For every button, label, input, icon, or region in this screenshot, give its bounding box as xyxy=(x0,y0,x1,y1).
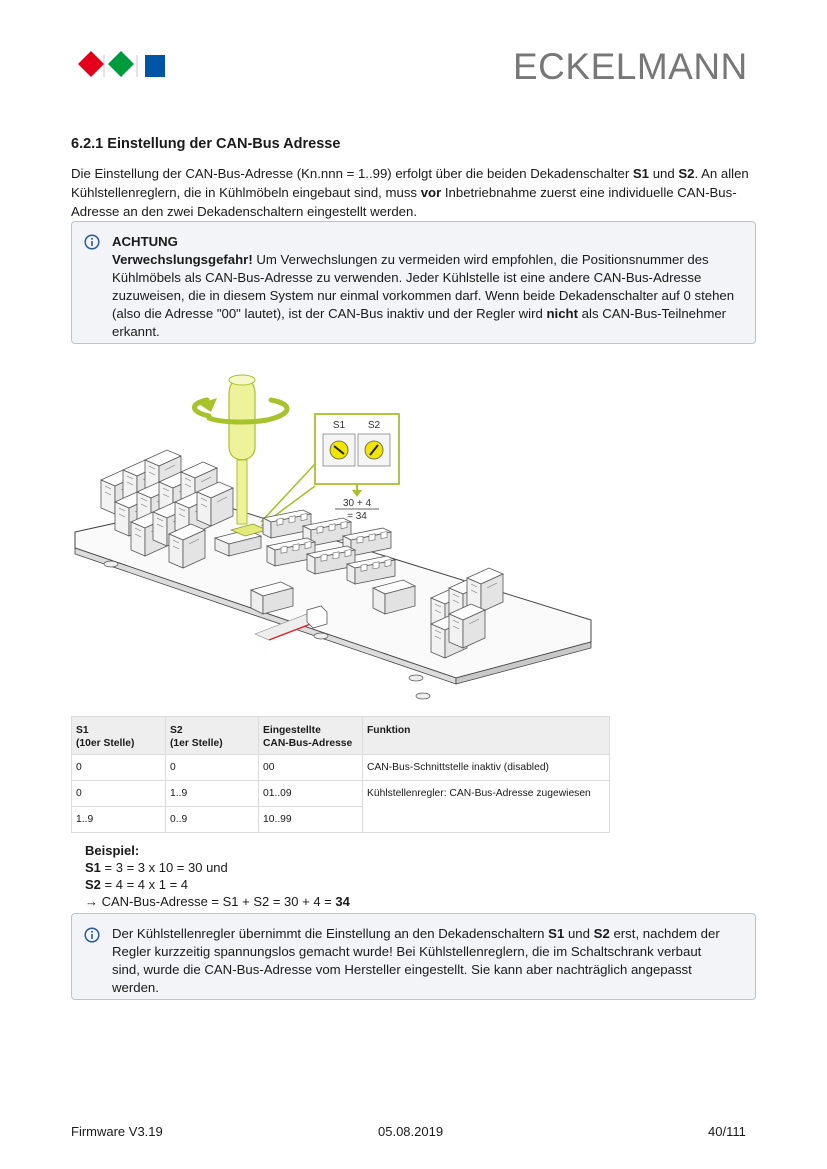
pcb-illustration xyxy=(71,352,671,700)
table-header-s1: S1 (10er Stelle) xyxy=(72,717,166,755)
table-header-address: Eingestellte CAN-Bus-Adresse xyxy=(259,717,363,755)
table-header-s2: S2 (1er Stelle) xyxy=(166,717,259,755)
warning-callout xyxy=(71,221,756,344)
label-s2: S2 xyxy=(367,420,381,431)
label-s1: S1 xyxy=(332,420,346,431)
example-line-s1: S1 = 3 = 3 x 10 = 30 und xyxy=(85,860,228,875)
warning-text: Verwechslungsgefahr! Um Verwechslungen zu vermeiden wird empfohlen, die Positionsnummer des Kühlmöbels als CAN-Bus-Adresse zu verwenden. Jeder Kühlstelle ist eine andere CAN-Bus-Adresse zuzuweisen, die in diesem System nur einmal vorkommen darf. Wenn beide Dekadenschalter auf 0 stehen (also die Adresse "00" lautet), ist der CAN-Bus inaktiv und der Regler wird nicht als CAN-Bus-Teilnehmer erkannt. xyxy=(112,252,735,339)
dial-s2-icon xyxy=(358,434,390,466)
brand-wordmark: ECKELMANN xyxy=(513,46,748,87)
example-line-s2: S2 = 4 = 4 x 1 = 4 xyxy=(85,877,188,892)
example-line-result: → CAN-Bus-Adresse = S1 + S2 = 30 + 4 = 34 xyxy=(85,894,350,909)
intro-paragraph: Die Einstellung der CAN-Bus-Adresse (Kn.nnn = 1..99) erfolgt über die beiden Dekadenschalter S1 und S2. An allen Kühlstellenreglern, die in Kühlmöbeln eingebaut sind, muss vor Inbetriebnahme zuerst eine individuelle CAN-Bus-Adresse an den zwei Dekadenschaltern eingestellt werden. xyxy=(71,166,749,219)
down-arrow-icon xyxy=(352,490,362,497)
sum-label: 30 + 4 xyxy=(342,498,372,509)
info-circle-icon xyxy=(84,927,100,943)
example-title: Beispiel: xyxy=(85,843,140,858)
result-label: = 34 xyxy=(347,511,367,522)
warning-heading: ACHTUNG xyxy=(112,234,178,249)
footer-page-number: 40/111 xyxy=(708,1124,746,1139)
table-row: 0 1..9 01..09 Kühlstellenregler: CAN-Bus-Adresse zugewiesen xyxy=(72,781,610,807)
can-address-table xyxy=(71,716,610,833)
logo-red-square xyxy=(78,51,104,77)
note-text: Der Kühlstellenregler übernimmt die Einstellung an den Dekadenschaltern S1 und S2 erst, nachdem der Regler kurzzeitig spannungslos gemacht wurde! Bei Kühlstellenreglern, die im Schaltschrank verbaut sind, wurde die CAN-Bus-Adresse vom Hersteller eingestellt. Sie kann aber nachträglich angepasst werden. xyxy=(112,926,720,995)
eckelmann-logo-squares xyxy=(71,47,171,81)
example-block xyxy=(85,842,350,910)
logo-blue-square xyxy=(145,55,165,77)
note-callout xyxy=(71,913,756,1000)
section-title: 6.2.1 Einstellung der CAN-Bus Adresse xyxy=(71,136,341,152)
dial-s1-icon xyxy=(323,434,355,466)
logo-green-square xyxy=(108,51,134,77)
info-circle-icon xyxy=(84,234,100,250)
table-row: 0 0 00 CAN-Bus-Schnittstelle inaktiv (disabled) xyxy=(72,755,610,781)
table-row: 1..9 0..9 10..99 xyxy=(72,807,610,833)
footer-date: 05.08.2019 xyxy=(378,1124,444,1139)
footer-firmware: Firmware V3.19 xyxy=(71,1124,163,1139)
table-header-row xyxy=(72,717,610,755)
table-header-function: Funktion xyxy=(363,717,610,755)
